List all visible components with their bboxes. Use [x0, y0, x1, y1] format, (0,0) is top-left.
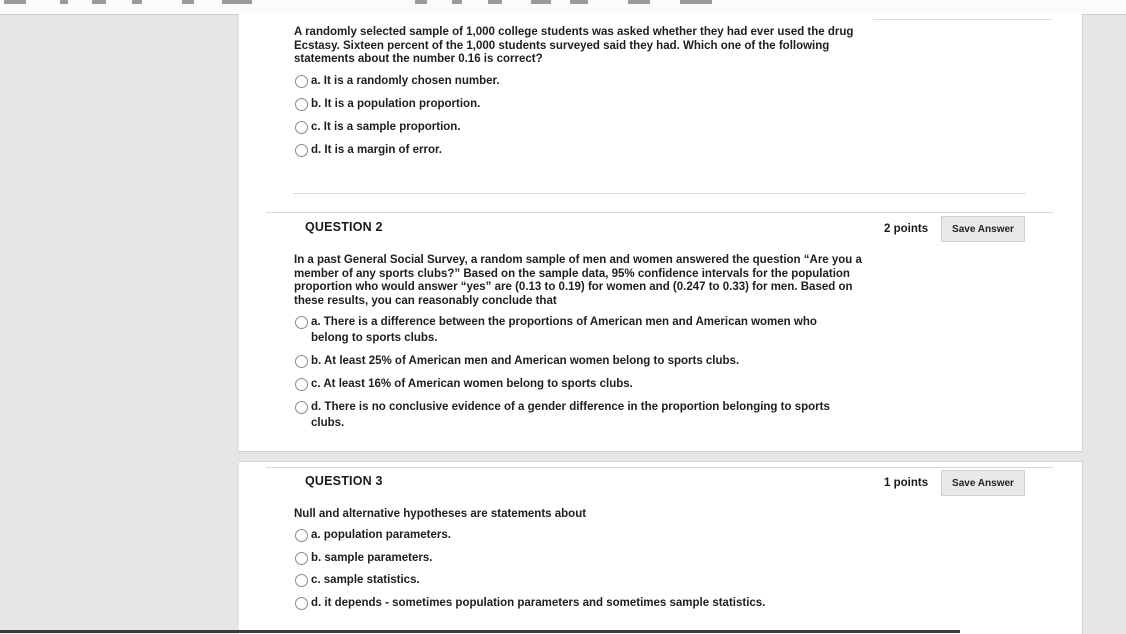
- toolbar-glyph: [452, 0, 462, 4]
- question-3-save-answer-button[interactable]: Save Answer: [941, 470, 1025, 496]
- toolbar-glyph: [531, 0, 551, 4]
- question-header-rule: [266, 212, 1053, 213]
- question-separator: [293, 193, 1026, 194]
- question-panel: [238, 461, 1083, 634]
- toolbar-glyph: [92, 0, 106, 4]
- toolbar-glyph: [182, 0, 194, 4]
- q3-option-a[interactable]: a. population parameters.: [295, 527, 451, 543]
- question-2-save-answer-button[interactable]: Save Answer: [941, 216, 1025, 242]
- radio-button[interactable]: [295, 98, 308, 111]
- question-1-text: A randomly selected sample of 1,000 college students was asked whether they had ever used the drug Ecstasy. Sixteen percent of the 1,000 students surveyed said they had. Which one of the following statements about the number 0.16 is correct?: [294, 26, 854, 65]
- question-3-title: QUESTION 3: [305, 474, 383, 488]
- toolbar-glyph: [415, 0, 427, 4]
- radio-button[interactable]: [295, 378, 308, 391]
- toolbar-glyph: [680, 0, 712, 4]
- q2-option-d[interactable]: d. There is no conclusive evidence of a gender difference in the proportion belonging to sports clubs.: [295, 399, 840, 431]
- q3-option-b[interactable]: b. sample parameters.: [295, 550, 432, 566]
- q2-option-a[interactable]: a. There is a difference between the proportions of American men and American women who belong to sports clubs.: [295, 314, 840, 346]
- question-3-text: Null and alternative hypotheses are statements about: [294, 508, 587, 520]
- question-2-title: QUESTION 2: [305, 220, 383, 234]
- q2-option-b[interactable]: b. At least 25% of American men and American women belong to sports clubs.: [295, 353, 739, 369]
- browser-toolbar-edge: [0, 0, 1126, 15]
- q3-option-d[interactable]: d. it depends - sometimes population parameters and sometimes sample statistics.: [295, 595, 765, 611]
- question-2-text: In a past General Social Survey, a random sample of men and women answered the question “Are you a member of any sports clubs?” Based on the sample data, 95% confidence intervals for the population proportion who would answer “yes” are (0.13 to 0.19) for women and (0.247 to 0.33) for men. Based on these results, you can reasonably conclude that: [294, 254, 862, 307]
- question-panel: [238, 14, 1083, 452]
- toolbar-glyph: [628, 0, 650, 4]
- radio-button[interactable]: [295, 144, 308, 157]
- q1-option-a[interactable]: a. It is a randomly chosen number.: [295, 73, 500, 89]
- question-header-rule: [266, 467, 1053, 468]
- radio-button[interactable]: [295, 574, 308, 587]
- header-divider: [873, 19, 1051, 20]
- radio-button[interactable]: [295, 552, 308, 565]
- radio-button[interactable]: [295, 401, 308, 414]
- toolbar-glyph: [488, 0, 502, 4]
- q1-option-b[interactable]: b. It is a population proportion.: [295, 96, 480, 112]
- radio-button[interactable]: [295, 121, 308, 134]
- q3-option-c[interactable]: c. sample statistics.: [295, 572, 420, 588]
- toolbar-glyph: [570, 0, 588, 4]
- question-2-points: 2 points: [884, 223, 929, 235]
- radio-button[interactable]: [295, 75, 308, 88]
- radio-button[interactable]: [295, 529, 308, 542]
- toolbar-glyph: [60, 0, 68, 4]
- radio-button[interactable]: [295, 355, 308, 368]
- q1-option-c[interactable]: c. It is a sample proportion.: [295, 119, 461, 135]
- radio-button[interactable]: [295, 316, 308, 329]
- radio-button[interactable]: [295, 597, 308, 610]
- q2-option-c[interactable]: c. At least 16% of American women belong to sports clubs.: [295, 376, 633, 392]
- toolbar-glyph: [132, 0, 142, 4]
- toolbar-glyph: [4, 0, 26, 4]
- q1-option-d[interactable]: d. It is a margin of error.: [295, 142, 442, 158]
- question-3-points: 1 points: [884, 477, 929, 489]
- toolbar-glyph: [222, 0, 252, 4]
